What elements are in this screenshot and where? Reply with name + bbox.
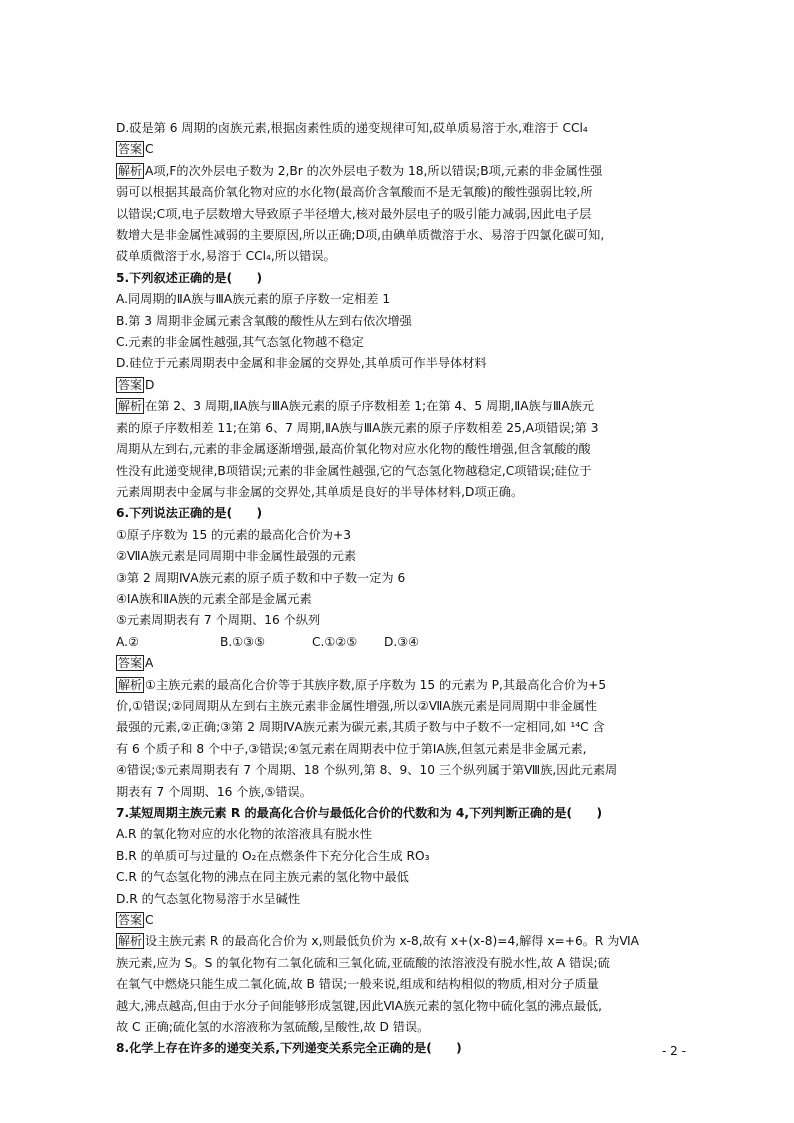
line-text: 素的原子序数相差 11;在第 6、7 周期,ⅡA族与ⅢA族元素的原子序数相差 25,A项错误;第 3: [116, 420, 599, 435]
option-1: B.①③⑤: [220, 634, 266, 649]
text-line: [116, 289, 682, 310]
text-line: [116, 546, 682, 567]
text-line: [116, 889, 682, 910]
text-line: [116, 1017, 682, 1038]
option-0: A.②: [116, 634, 139, 649]
line-text: 7.某短周期主族元素 R 的最高化合价与最低化合价的代数和为 4,下列判断正确的是( ): [116, 806, 603, 820]
line-text: ③第 2 周期ⅣA族元素的原子质子数和中子数一定为 6: [116, 570, 406, 585]
text-line: [116, 717, 682, 738]
text-line: [116, 760, 682, 781]
line-text: ④错误;⑤元素周期表有 7 个周期、18 个纵列,第 8、9、10 三个纵列属于第Ⅷ族,因此元素周: [116, 763, 618, 778]
line-text: ④ⅠA族和ⅡA族的元素全部是金属元素: [116, 591, 312, 606]
text-line: [116, 439, 682, 460]
line-text: B.第 3 周期非金属元素含氧酸的酸性从左到右依次增强: [116, 313, 412, 328]
line-text: C: [145, 913, 154, 928]
answer-label: 答案: [118, 142, 143, 157]
line-text: 在氧气中燃烧只能生成二氧化硫,故 B 错误;一般来说,组成和结构相似的物质,相对分子质量: [116, 977, 599, 992]
analysis-label: 解析: [118, 934, 143, 949]
line-text: A.同周期的ⅡA族与ⅢA族元素的原子序数一定相差 1: [116, 292, 391, 307]
answer-label: 答案: [118, 656, 143, 671]
line-text: 弱可以根据其最高价氧化物对应的水化物(最高价含氧酸而不是无氧酸)的酸性强弱比较,所: [116, 185, 593, 200]
line-text: 数增大是非金属性减弱的主要原因,所以正确;D项,由碘单质微溶于水、易溶于四氯化碳可知,: [116, 228, 605, 243]
line-text: 价,①错误;②同周期从左到右主族元素非金属性增强,所以②ⅦA族元素是同周期中非金属性: [116, 698, 597, 713]
question-stem: [116, 503, 682, 524]
text-line: [116, 332, 682, 353]
text-line: [116, 568, 682, 589]
analysis-label: 解析: [118, 677, 143, 692]
line-text: D.砹是第 6 周期的卤族元素,根据卤素性质的递变规律可知,砹单质易溶于水,难溶于 CCl₄: [116, 121, 588, 135]
text-line: [116, 953, 682, 974]
line-text: D: [145, 377, 155, 392]
question-stem: [116, 803, 682, 824]
analysis-line: [116, 675, 682, 696]
text-line: [116, 118, 682, 139]
line-text: 故 C 正确;硫化氢的水溶液称为氢硫酸,呈酸性,故 D 错误。: [116, 1020, 430, 1035]
text-line: [116, 846, 682, 867]
text-line: [116, 418, 682, 439]
question-stem: [116, 268, 682, 289]
text-line: [116, 867, 682, 888]
line-text: ①主族元素的最高化合价等于其族序数,原子序数为 15 的元素为 P,其最高化合价为+5: [145, 677, 607, 692]
line-text: 元素周期表中金属与非金属的交界处,其单质是良好的半导体材料,D项正确。: [116, 484, 524, 499]
line-text: 有 6 个质子和 8 个中子,③错误;④氢元素在周期表中位于第ⅠA族,但氢元素是非金属元素,: [116, 741, 587, 756]
answer-line: [116, 139, 682, 160]
answer-line: [116, 653, 682, 674]
line-text: 越大,沸点越高,但由于水分子间能够形成氢键,因此ⅥA族元素的氢化物中硫化氢的沸点最低,: [116, 998, 603, 1013]
answer-label: 答案: [118, 377, 143, 392]
text-line: [116, 696, 682, 717]
analysis-line: [116, 931, 682, 952]
line-text: D.R 的气态氢化物易溶于水呈碱性: [116, 891, 301, 906]
text-line: [116, 824, 682, 845]
line-text: 设主族元素 R 的最高化合价为 x,则最低负价为 x-8,故有 x+(x-8)=4,解得 x=+6。R 为ⅥA: [145, 934, 640, 949]
text-line: [116, 632, 682, 653]
line-text: ①原子序数为 15 的元素的最高化合价为+3: [116, 527, 351, 542]
line-text: 砹单质微溶于水,易溶于 CCl₄,所以错误。: [116, 249, 336, 264]
line-text: ⑤元素周期表有 7 个周期、16 个纵列: [116, 613, 321, 628]
line-text: 5.下列叙述正确的是( ): [116, 270, 263, 285]
question-stem: [116, 1038, 682, 1059]
text-line: [116, 739, 682, 760]
line-text: C: [145, 142, 154, 157]
line-text: A: [145, 656, 154, 671]
text-line: [116, 610, 682, 631]
line-text: A项,F的次外层电子数为 2,Br 的次外层电子数为 18,所以错误;B项,元素的非金属性强: [145, 163, 603, 178]
line-text: C.元素的非金属性越强,其气态氢化物越不稳定: [116, 335, 364, 350]
text-line: [116, 482, 682, 503]
answer-label: 答案: [118, 913, 143, 928]
line-text: ②ⅦA族元素是同周期中非金属性最强的元素: [116, 549, 357, 564]
line-text: A.R 的氧化物对应的水化物的浓溶液具有脱水性: [116, 827, 372, 842]
analysis-label: 解析: [118, 163, 143, 178]
line-text: 6.下列说法正确的是( ): [116, 506, 263, 521]
answer-line: [116, 910, 682, 931]
analysis-line: [116, 396, 682, 417]
option-3: D.③④: [384, 634, 420, 649]
page-number: - 2 -: [662, 1044, 686, 1058]
text-line: [116, 974, 682, 995]
line-text: 期表有 7 个周期、16 个族,⑤错误。: [116, 784, 312, 799]
text-line: [116, 782, 682, 803]
line-text: 8.化学上存在许多的递变关系,下列递变关系完全正确的是( ): [116, 1041, 462, 1056]
line-text: 性没有此递变规律,B项错误;元素的非金属性越强,它的气态氢化物越稳定,C项错误;硅位于: [116, 463, 592, 478]
text-line: [116, 182, 682, 203]
line-text: B.R 的单质可与过量的 O₂在点燃条件下充分化合生成 RO₃: [116, 848, 430, 863]
text-line: [116, 996, 682, 1017]
text-line: [116, 461, 682, 482]
text-line: [116, 589, 682, 610]
document-body: [116, 118, 682, 1060]
analysis-line: [116, 161, 682, 182]
text-line: [116, 353, 682, 374]
text-line: [116, 225, 682, 246]
answer-line: [116, 375, 682, 396]
line-text: 以错误;C项,电子层数增大导致原子半径增大,核对最外层电子的吸引能力减弱,因此电子层: [116, 206, 592, 221]
text-line: [116, 311, 682, 332]
option-2: C.①②⑤: [312, 634, 358, 649]
analysis-label: 解析: [118, 399, 143, 414]
line-text: 族元素,应为 S。S 的氧化物有二氧化硫和三氧化硫,亚硫酸的浓溶液没有脱水性,故 A 错误;硫: [116, 955, 610, 970]
line-text: C.R 的气态氢化物的沸点在同主族元素的氢化物中最低: [116, 870, 409, 885]
line-text: 最强的元素,②正确;③第 2 周期ⅣA族元素为碳元素,其质子数与中子数不一定相同,如 ¹⁴C 含: [116, 720, 605, 735]
line-text: 周期从左到右,元素的非金属逐渐增强,最高价氧化物对应水化物的酸性增强,但含氧酸的酸: [116, 442, 591, 457]
text-line: [116, 525, 682, 546]
line-text: 在第 2、3 周期,ⅡA族与ⅢA族元素的原子序数相差 1;在第 4、5 周期,ⅡA族与ⅢA族元: [145, 399, 595, 414]
text-line: [116, 246, 682, 267]
text-line: [116, 204, 682, 225]
line-text: D.硅位于元素周期表中金属和非金属的交界处,其单质可作半导体材料: [116, 356, 487, 371]
